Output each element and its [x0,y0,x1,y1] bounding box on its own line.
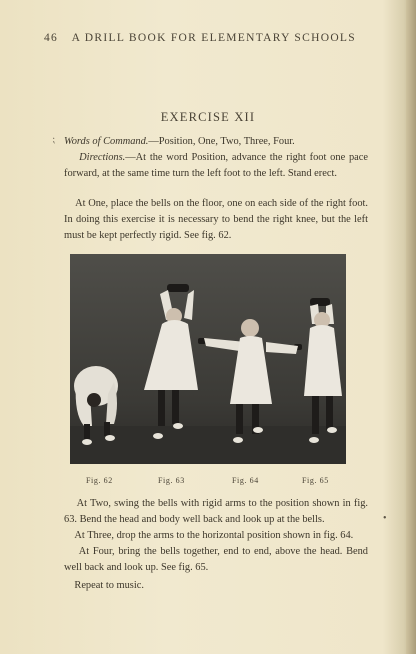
margin-dot: • [383,513,387,524]
page-number: 46 [44,32,59,44]
figure-label-64: Fig. 64 [232,476,259,485]
figure-label-63: Fig. 63 [158,476,185,485]
photo-illustration [70,254,346,464]
paragraph-one [64,196,368,244]
paragraph-four: At Four, bring the bells together, end to end, above the head. Bend well back and look up. See fig. 65. [64,546,368,573]
figure-label-62: Fig. 62 [86,476,113,485]
exercise-photograph [70,254,346,464]
directions-paragraph [64,150,368,182]
page-edge [406,0,416,654]
paragraph-five: Repeat to music. [74,580,144,591]
directions-label: Directions. [79,152,126,163]
words-of-command-label: Words of Command. [64,136,149,147]
running-title: A DRILL BOOK FOR ELEMENTARY SCHOOLS [71,32,356,44]
words-of-command [64,134,368,150]
paragraphs-after-figure [64,496,368,594]
paragraph-one-text: At One, place the bells on the floor, one on each side of the right foot. In doing this exercise it is necessary to bend the right knee, but the left must be kept perfectly rigid. See fig. 62. [64,198,369,241]
directions-text: —At the word Position, advance the right foot one pace forward, at the same time turn the left foot to the left. Stand erect. [64,152,369,179]
paragraph-three: At Three, drop the arms to the horizontal position shown in fig. 64. [74,530,354,541]
words-of-command-text: —Position, One, Two, Three, Four. [148,136,295,147]
exercise-title: EXERCISE XII [160,110,256,124]
running-header [44,32,354,44]
margin-mark: ⁏ [52,134,56,145]
paragraph-two: At Two, swing the bells with rigid arms to the position shown in fig. 63. Bend the head and body well back and look up at the bells. [64,498,369,525]
figure-label-65: Fig. 65 [302,476,329,485]
